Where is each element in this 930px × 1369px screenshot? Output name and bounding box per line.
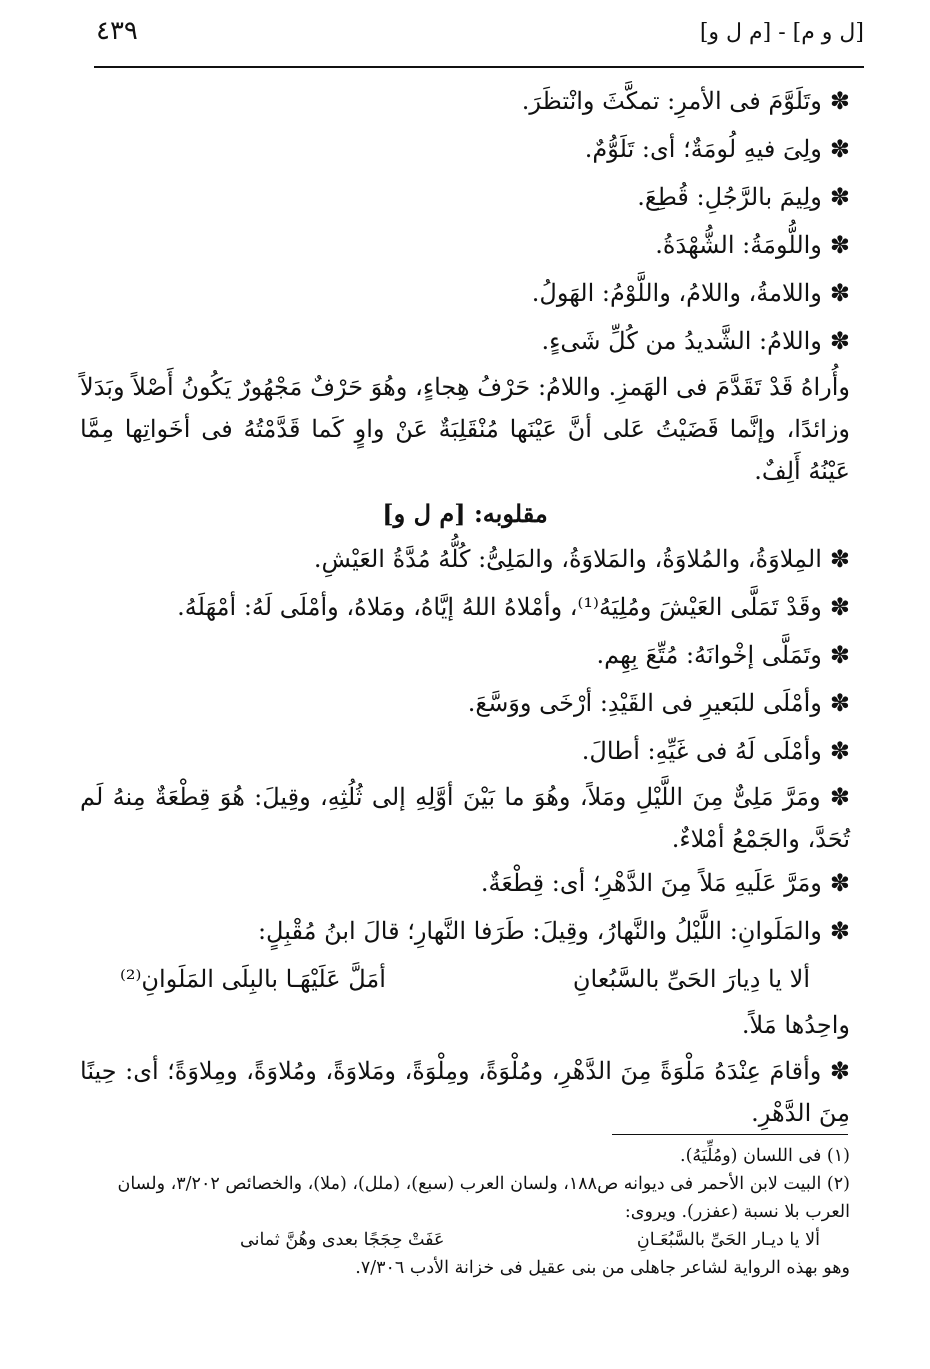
entry-text: وأمْلَى للبَعيرِ فى القَيْدِ: أرْخَى ووَسَّعَ. — [467, 689, 822, 717]
footnote-verse-first: ألا يا ديـار الحَىِّ بالسَّبُعَـانِ — [636, 1230, 820, 1250]
asterisk-icon: ✽ — [829, 183, 850, 211]
entry-text: ولِىَ فيهِ لُومَةٌ؛ أى: تَلَوُّمٌ. — [584, 135, 822, 163]
entry — [80, 318, 850, 364]
asterisk-icon: ✽ — [829, 641, 850, 669]
after-verse-line: واحِدُها مَلاً. — [741, 1011, 850, 1039]
asterisk-icon: ✽ — [829, 327, 850, 355]
entry — [80, 270, 850, 316]
asterisk-icon: ✽ — [821, 1057, 850, 1085]
entry-text: وأمْلَى لَهُ فى غَيِّهِ: أطالَ. — [581, 737, 822, 765]
asterisk-icon: ✽ — [820, 783, 850, 811]
asterisk-icon: ✽ — [829, 87, 850, 115]
entry-text: وتَلَوَّمَ فى الأمرِ: تمكَّثَ وانْتظَرَ. — [521, 87, 822, 115]
poem-verse — [80, 956, 850, 1002]
entry-text: وتَمَلَّى إخْوانَهُ: مُتِّعَ بِهِم. — [596, 641, 822, 669]
entry — [80, 126, 850, 172]
footnote-2-line: (٢) البيت لابن الأحمر فى ديوانه ص١٨٨، ولسان العرب (سبع)، (ملل)، (ملا)، والخصائص ٣/٢٠٢، ولسان — [117, 1174, 850, 1194]
running-header: [ل و م] - [م ل و] — [699, 20, 864, 45]
paragraph-text: ومَرَّ مَلِىٌّ مِنَ اللَّيْلِ ومَلاً، وهُوَ ما بَيْنَ أوَّلِهِ إلى ثُلُثِهِ، وقِيلَ: هُوَ قِطْعَةٌ مِنهُ لَم تُحَدَّ، والجَمْعُ أمْلاءٌ. — [80, 783, 850, 853]
entry — [80, 728, 850, 774]
footnote-2-line: وهو بهذه الرواية لشاعر جاهلى من بنى عقيل فى خزانة الأدب ٧/٣٠٦. — [355, 1258, 850, 1278]
entry-text: واللامةُ، واللامُ، واللَّوْمُ: الهَولُ. — [531, 279, 822, 307]
asterisk-icon: ✽ — [829, 135, 850, 163]
entry-text: المِلاوَةُ، والمُلاوَةُ، والمَلاوَةُ، والمَلِىُّ: كُلُّهُ مُدَّةُ العَيْشِ. — [313, 545, 822, 573]
asterisk-icon: ✽ — [829, 279, 850, 307]
entry — [80, 174, 850, 220]
entry-text: ولِيمَ بالرَّجُلِ: قُطِعَ. — [637, 183, 822, 211]
footnote-verse-second: عَفَتْ حِجَجًا بعدى وهُنَّ ثمانى — [240, 1230, 445, 1250]
entry — [80, 860, 850, 906]
entry-text: واللُّومَةُ: الشُّهْدَةُ. — [655, 231, 822, 259]
footnotes — [80, 1142, 850, 1282]
entry — [80, 632, 850, 678]
footnote-2-line: العرب بلا نسبة (عفزر). ويروى: — [624, 1202, 850, 1222]
entry-text: والمَلَوانِ: اللَّيْلُ والنَّهارُ، وقِيلَ: طَرَفا النَّهارِ؛ قالَ ابنُ مُقْبِلٍ: — [257, 917, 822, 945]
entry — [80, 908, 850, 954]
paragraph-text: وأقامَ عِنْدَهُ مَلْوَةً مِنَ الدَّهْرِ، ومُلْوَةً، ومِلْوَةً، ومَلاوَةً، ومُلاوَةً، ومِلاوَةً؛ أى: حِينًا مِنَ الدَّهْرِ. — [80, 1057, 850, 1127]
asterisk-icon: ✽ — [829, 917, 850, 945]
asterisk-icon: ✽ — [829, 231, 850, 259]
paragraph-malwa — [80, 1050, 850, 1134]
verse-second-hemistich: أمَلَّ عَلَيْهَـا بالبِلَى المَلَوانِ⁽²⁾ — [120, 965, 386, 993]
asterisk-icon: ✽ — [829, 689, 850, 717]
page-number: ٤٣٩ — [96, 16, 138, 46]
entry-text: واللامُ: الشَّديدُ من كُلِّ شَىءٍ. — [541, 327, 822, 355]
entry-text: وقَدْ تَمَلَّى العَيْشَ ومُلِيَهُ⁽¹⁾، وأمْلاهُ اللهُ إيَّاهُ، ومَلاهُ، وأمْلَى لَهُ: أمْهَلَهُ. — [177, 593, 822, 621]
footnote-rule — [612, 1134, 848, 1135]
paragraph-mala — [80, 776, 850, 860]
footnote-1: (١) فى اللسان (ومُلِّيَهُ). — [680, 1146, 850, 1166]
main-text — [80, 78, 850, 1134]
asterisk-icon: ✽ — [829, 593, 850, 621]
paragraph-lam: وأُراهُ قَدْ تَقَدَّمَ فى الهَمزِ. واللامُ: حَرْفُ هِجاءٍ، وهُوَ حَرْفٌ مَجْهُورٌ يَكُونُ أَصْلاً وبَدَلاً وزائدًا، وإنَّما قَضَيْتُ عَلى أنَّ عَيْنَها مُنْقَلِبَةٌ عَنْ واوٍ كَما قَدَّمْتُهُ فى أخَواتِها مِمَّا عَيْنُهُ أَلِفٌ. — [80, 373, 850, 485]
entry — [80, 78, 850, 124]
header-rule — [94, 66, 864, 68]
entry — [80, 222, 850, 268]
verse-first-hemistich: ألا يا دِيارَ الحَىِّ بالسَّبُعانِ — [572, 965, 810, 993]
asterisk-icon: ✽ — [829, 869, 850, 897]
entry — [80, 680, 850, 726]
footnote-verse — [80, 1226, 850, 1254]
section-heading: مقلوبه: [م ل و] — [382, 499, 548, 528]
entry — [80, 536, 850, 582]
entry — [80, 584, 850, 630]
asterisk-icon: ✽ — [829, 737, 850, 765]
asterisk-icon: ✽ — [829, 545, 850, 573]
entry-text: ومَرَّ عَلَيهِ مَلاً مِنَ الدَّهْرِ؛ أى: قِطْعَةٌ. — [480, 869, 822, 897]
